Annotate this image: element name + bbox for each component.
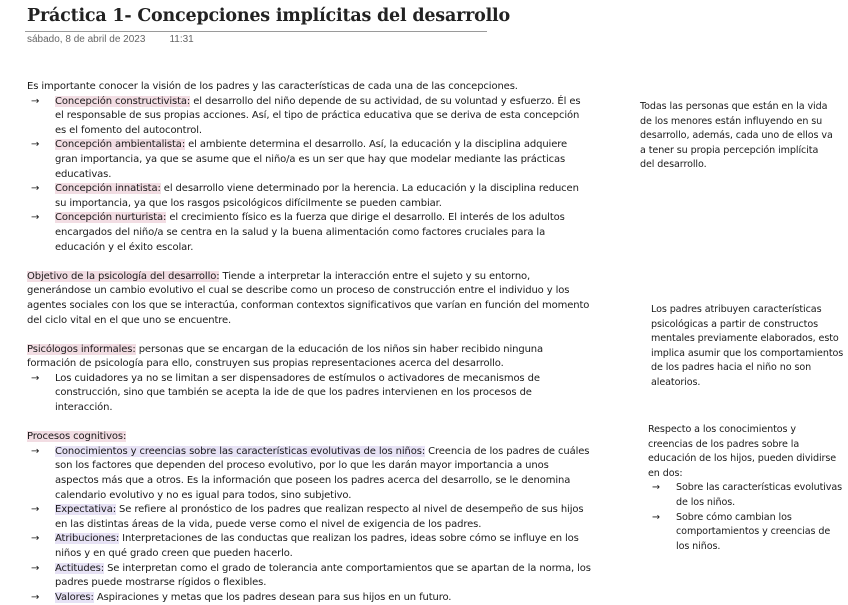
intro-text: Es importante conocer la visión de los padres y las características de cada una de las concepciones. xyxy=(27,81,518,92)
list-item xyxy=(648,481,843,510)
list-item xyxy=(27,532,592,561)
concepciones-list xyxy=(27,95,592,256)
proceso-term: Conocimientos y creencias sobre las características evolutivas de los niños: xyxy=(55,445,426,457)
concepcion-text: el ambiente determina el desarrollo. Así, la educación y la disciplina adquiere gran importancia, ya que se asume que el niño/a es un ser que hay que modelar mediante las prácticas educativas. xyxy=(55,139,568,180)
list-item xyxy=(27,591,592,605)
proceso-text: Se refiere al pronóstico de los padres que realizan respecto al nivel de desempeño de sus hijos en las distintas áreas de la vida, puede verse como el nivel de exigencia de los padres. xyxy=(55,504,584,530)
arrow-right-icon: → xyxy=(652,482,660,494)
proceso-term: Valores: xyxy=(55,591,94,603)
procesos-heading xyxy=(27,430,592,445)
concepcion-text: el desarrollo del niño depende de su actividad, de su voluntad y esfuerzo. Él es el responsable de sus propias acciones. Así, el tipo de práctica educativa que se deriva de esta concepción es el fomento del autocontrol. xyxy=(55,95,581,136)
side-note-3-list xyxy=(648,481,843,554)
proceso-term: Atribuciones: xyxy=(55,533,120,545)
objetivo-term: Objetivo de la psicología del desarrollo: xyxy=(27,270,220,282)
proceso-text: Se interpretan como el grado de tolerancia ante comportamientos que se apartan de la norma, los padres puede mostrarse rígidos o flexibles. xyxy=(55,562,591,589)
concepcion-term: Concepción constructivista: xyxy=(55,95,191,107)
list-item xyxy=(27,138,592,182)
list-item xyxy=(27,503,592,532)
page-title: Práctica 1- Concepciones implícitas del desarrollo xyxy=(27,6,510,26)
list-item xyxy=(27,95,592,139)
procesos-term: Procesos cognitivos: xyxy=(27,431,127,443)
arrow-right-icon: → xyxy=(31,562,40,574)
proceso-text: Interpretaciones de las conductas que realizan los padres, ideas sobre cómo se influye en los niños y en qué grado creen que pueden hacerlo. xyxy=(55,533,579,559)
side-note-3-text: Respecto a los conocimientos y creencias de los padres sobre la educación de los hijos, pueden dividirse en dos: xyxy=(648,424,837,479)
arrow-right-icon: → xyxy=(31,445,40,457)
side-item-text: Sobre las características evolutivas de los niños. xyxy=(676,482,843,508)
psicologos-term: Psicólogos informales: xyxy=(27,343,136,355)
list-item xyxy=(27,562,592,591)
objetivo-text: Tiende a interpretar la interacción entre el sujeto y su entorno, generándose un cambio evolutivo el cual se describe como un proceso de construcción entre el individuo y los agentes sociales con los que se interactúa, conforman contextos significativos que varían en función del momento del ciclo vital en el que uno se encuentre. xyxy=(27,270,590,326)
main-note-body xyxy=(27,80,592,605)
list-item xyxy=(27,182,592,211)
date-text: sábado, 8 de abril de 2023 xyxy=(27,34,146,45)
objetivo-paragraph xyxy=(27,270,592,328)
list-item xyxy=(27,211,592,255)
proceso-text: Aspiraciones y metas que los padres desean para sus hijos en un futuro. xyxy=(93,591,452,603)
concepcion-term: Concepción ambientalista: xyxy=(55,139,186,151)
proceso-text: Creencia de los padres de cuáles son los factores que dependen del proceso evolutivo, por lo que les darán mayor importancia a unos aspectos más que a otros. Es la información que poseen los padres acerca del desarrollo, se le denomina calendario evolutivo y no es igual para todos, sino subjetivo. xyxy=(55,445,590,501)
proceso-term: Actitudes: xyxy=(55,562,105,574)
title-divider xyxy=(25,31,487,32)
list-item xyxy=(648,511,843,555)
list-item xyxy=(27,445,592,503)
psicologos-list xyxy=(27,372,592,416)
arrow-right-icon: → xyxy=(31,504,40,516)
psicologos-paragraph xyxy=(27,343,592,372)
list-item xyxy=(27,372,592,416)
arrow-right-icon: → xyxy=(31,212,40,224)
arrow-right-icon: → xyxy=(31,139,40,151)
arrow-right-icon: → xyxy=(31,533,40,545)
concepcion-term: Concepción innatista: xyxy=(55,183,161,195)
time-text: 11:31 xyxy=(169,34,194,45)
arrow-right-icon: → xyxy=(31,372,40,384)
side-note-2: Los padres atribuyen características psicológicas a partir de constructos mentales previamente elaborados, esto implica asumir que los comportamientos de los padres hacia el niño no son aleatorios. xyxy=(651,304,844,388)
page-date xyxy=(27,34,194,45)
concepcion-text: el desarrollo viene determinado por la herencia. La educación y la disciplina reducen su importancia, ya que los rasgos psicológicos difícilmente se pueden cambiar. xyxy=(55,183,579,209)
concepcion-text: el crecimiento físico es la fuerza que dirige el desarrollo. El interés de los adultos encargados del niño/a se centra en la salud y la buena alimentación como factores cruciales para la educación y el éxito escolar. xyxy=(55,212,565,253)
side-item-text: Sobre cómo cambian los comportamientos y creencias de los niños. xyxy=(676,511,831,552)
psicologos-item-text: Los cuidadores ya no se limitan a ser dispensadores de estímulos o activadores de mecanismos de construcción, sino que también se acepta la ide de que los padres intervienen en los procesos de interacción. xyxy=(55,372,540,414)
arrow-right-icon: → xyxy=(31,183,40,195)
side-note-3 xyxy=(648,423,843,554)
arrow-right-icon: → xyxy=(31,591,40,603)
side-note-1: Todas las personas que están en la vida de los menores están influyendo en su desarrollo, además, cada uno de ellos va a tener su propia percepción implícita del desarrollo. xyxy=(640,101,833,171)
proceso-term: Expectativa: xyxy=(55,504,116,516)
arrow-right-icon: → xyxy=(31,95,40,107)
procesos-list xyxy=(27,445,592,605)
arrow-right-icon: → xyxy=(652,511,660,523)
psicologos-text: personas que se encargan de la educación de los niños sin haber recibido ninguna formación de psicología para ello, construyen sus propias representaciones acerca del desarrollo. xyxy=(27,343,544,370)
concepcion-term: Concepción nurturista: xyxy=(55,212,167,224)
